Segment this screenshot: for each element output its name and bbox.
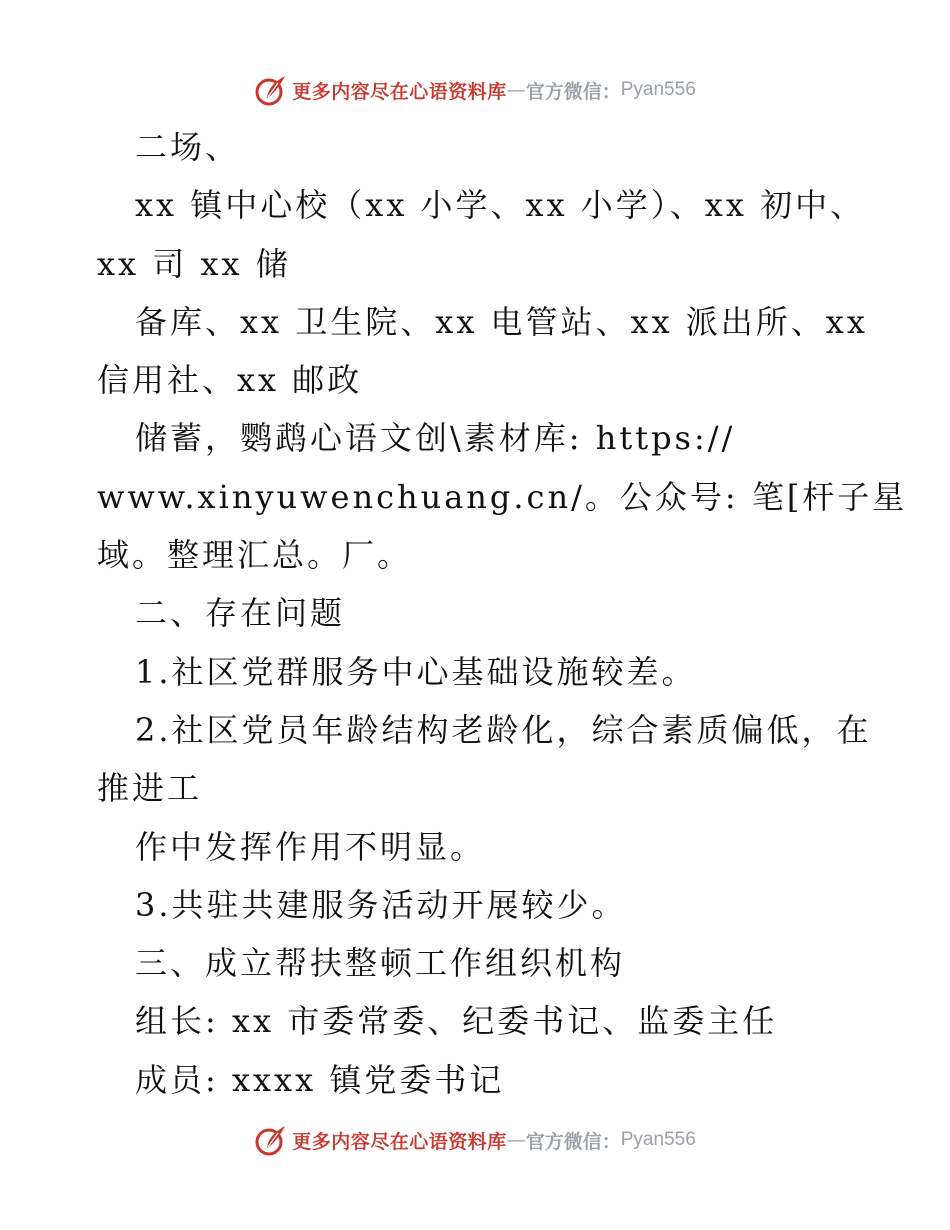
- text-line: 二场、: [135, 128, 241, 166]
- watermark-side-text: 官方微信：: [525, 1130, 621, 1153]
- text-line: xx 镇中心校（xx 小学、xx 小学）、xx 初中、: [135, 186, 866, 225]
- text-line: 三、成立帮扶整顿工作组织机构: [135, 944, 626, 983]
- watermark-separator: —: [506, 79, 526, 101]
- text-line: 组长: xx 市委常委、纪委书记、监委主任: [135, 1002, 778, 1041]
- text-line: 信用社、xx 邮政: [97, 361, 363, 400]
- watermark-main-text: 更多内容尽在心语资料库: [292, 1130, 507, 1153]
- text-line: 作中发挥作用不明显。: [135, 827, 486, 866]
- text-line: 1.社区党群服务中心基础设施较差。: [135, 652, 697, 691]
- watermark-main-text: 更多内容尽在心语资料库: [292, 80, 507, 103]
- text-line: 域。整理汇总。厂。: [97, 536, 413, 575]
- feather-quill-logo-icon: [254, 1123, 288, 1157]
- text-line: 成员: xxxx 镇党委书记: [135, 1060, 505, 1099]
- text-line: 备库、xx 卫生院、xx 电管站、xx 派出所、xx: [135, 302, 868, 341]
- watermark-separator: —: [506, 1129, 526, 1151]
- text-line: 二、存在问题: [135, 594, 346, 633]
- document-body: [97, 118, 908, 1109]
- text-line: 2.社区党员年龄结构老龄化，综合素质偏低，在: [135, 710, 872, 749]
- text-line: xx 司 xx 储: [97, 244, 291, 283]
- text-line: 推进工: [97, 769, 203, 808]
- watermark-side-text: 官方微信：: [525, 80, 621, 103]
- watermark-wechat-id: Pyan556: [620, 79, 696, 100]
- feather-quill-logo-icon: [254, 73, 288, 107]
- text-line: 储蓄，鹦鹉心语文创\素材库: https://: [135, 419, 736, 458]
- text-line: 3.共驻共建服务活动开展较少。: [135, 885, 627, 924]
- header-watermark: [0, 70, 950, 110]
- footer-watermark: [0, 1120, 950, 1160]
- watermark-wechat-id: Pyan556: [620, 1129, 696, 1150]
- text-line: www.xinyuwenchuang.cn/。公众号: 笔[杆子星: [97, 477, 908, 516]
